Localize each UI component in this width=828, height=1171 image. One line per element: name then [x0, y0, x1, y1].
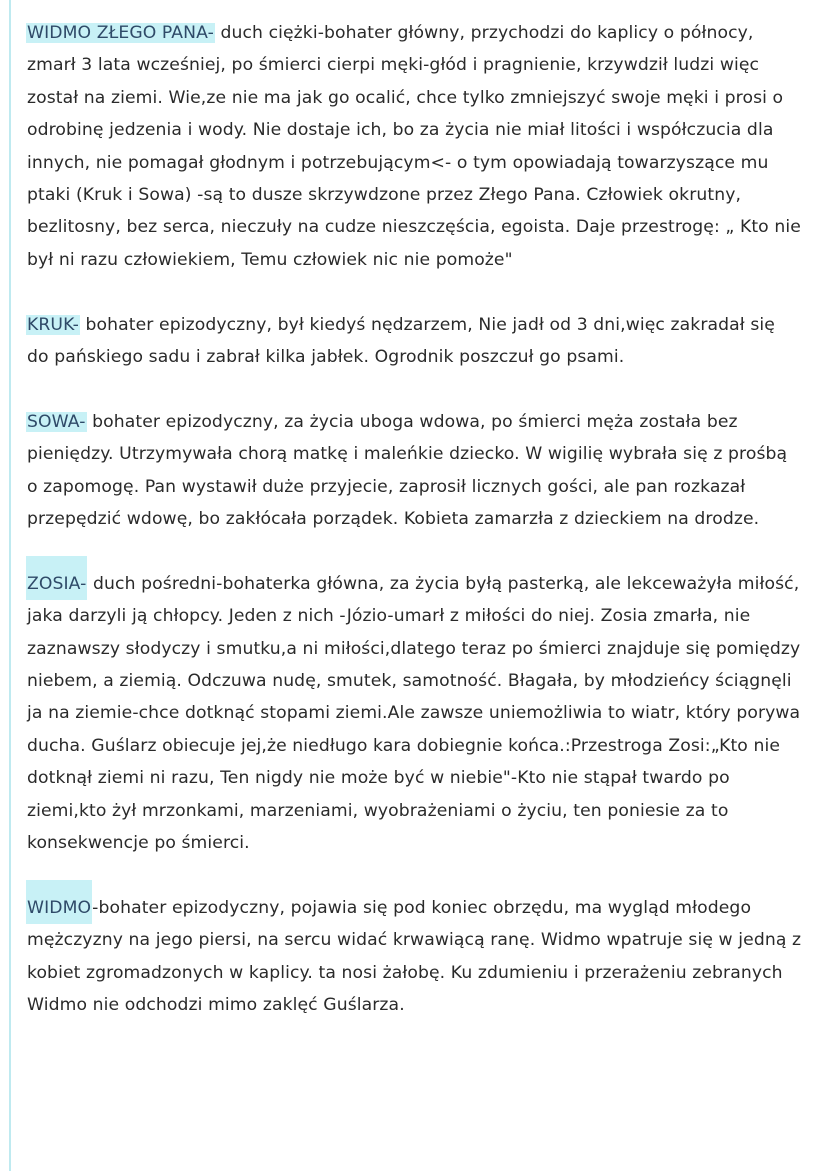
highlighted-term: KRUK- [27, 314, 79, 335]
margin-rule [9, 0, 11, 1171]
notes-body [27, 17, 802, 1054]
highlighted-term: WIDMO [26, 880, 92, 924]
paragraph-text: duch pośredni-bohaterka główna, za życia byłą pasterką, ale lekceważyła miłość, jaka darzyli ją chłopcy. Jeden z nich -Józio-umarł z miłości do niej. Zosia zmarła, nie zaznawszy słodyczy i smutku,a ni miłości,dlatego teraz po śmierci znajduje się pomiędzy niebem, a ziemią. Odczuwa nudę, smutek, samotność. Błagała, by młodzieńcy ściągnęli ja na ziemie-chce dotknąć stopami ziemi.Ale zawsze uniemożliwia to wiatr, który porywa ducha. Guślarz obiecuje jej,że niedługo kara dobiegnie końca.:Przestroga Zosi:„Kto nie dotknął ziemi ni razu, Ten nigdy nie może być w niebie"-Kto nie stąpał twardo po ziemi,kto żył mrzonkami, marzeniami, wyobrażeniami o życiu, ten poniesie za to konsekwencje po śmierci. [27, 573, 801, 854]
paragraph-widmo-zlego-pana [27, 17, 802, 276]
paragraph-kruk [27, 309, 802, 374]
paragraph-text: duch ciężki-bohater główny, przychodzi do kaplicy o północy, zmarł 3 lata wcześniej, po śmierci cierpi męki-głód i pragnienie, krzywdził ludzi więc został na ziemi. Wie,ze nie ma jak go ocalić, chce tylko zmniejszyć swoje męki i prosi o odrobinę jedzenia i wody. Nie dostaje ich, bo za życia nie miał litości i współczucia dla innych, nie pomagał głodnym i potrzebującym<- o tym opowiadają towarzyszące mu ptaki (Kruk i Sowa) -są to dusze skrzywdzone przez Złego Pana. Człowiek okrutny, bezlitosny, bez serca, nieczuły na cudze nieszczęścia, egoista. Daje przestrogę: „ Kto nie był ni razu człowiekiem, Temu człowiek nic nie pomoże" [27, 23, 801, 270]
paragraph-text: -bohater epizodyczny, pojawia się pod koniec obrzędu, ma wygląd młodego mężczyzny na jego piersi, na sercu widać krwawiącą ranę. Widmo wpatruje się w jedną z kobiet zgromadzonych w kaplicy. ta nosi żałobę. Ku zdumieniu i przerażeniu zebranych Widmo nie odchodzi mimo zaklęć Guślarza. [27, 897, 802, 1016]
paragraph-zosia [27, 568, 802, 860]
highlighted-term: ZOSIA- [26, 556, 87, 600]
paragraph-widmo [27, 892, 802, 1022]
paragraph-sowa [27, 406, 802, 536]
highlighted-term: WIDMO ZŁEGO PANA- [27, 23, 214, 43]
paragraph-text: bohater epizodyczny, za życia uboga wdowa, po śmierci męża została bez pieniędzy. Utrzymywała chorą matkę i maleńkie dziecko. W wigilię wybrała się z prośbą o zapomogę. Pan wystawił duże przyjecie, zaprosił licznych gości, ale pan rozkazał przepędzić wdowę, bo zakłócała porządek. Kobieta zamarzła z dzieckiem na drodze. [27, 411, 788, 530]
highlighted-term: SOWA- [27, 411, 86, 432]
paragraph-text: bohater epizodyczny, był kiedyś nędzarzem, Nie jadł od 3 dni,więc zakradał się do pańskiego sadu i zabrał kilka jabłek. Ogrodnik poszczuł go psami. [27, 314, 775, 368]
